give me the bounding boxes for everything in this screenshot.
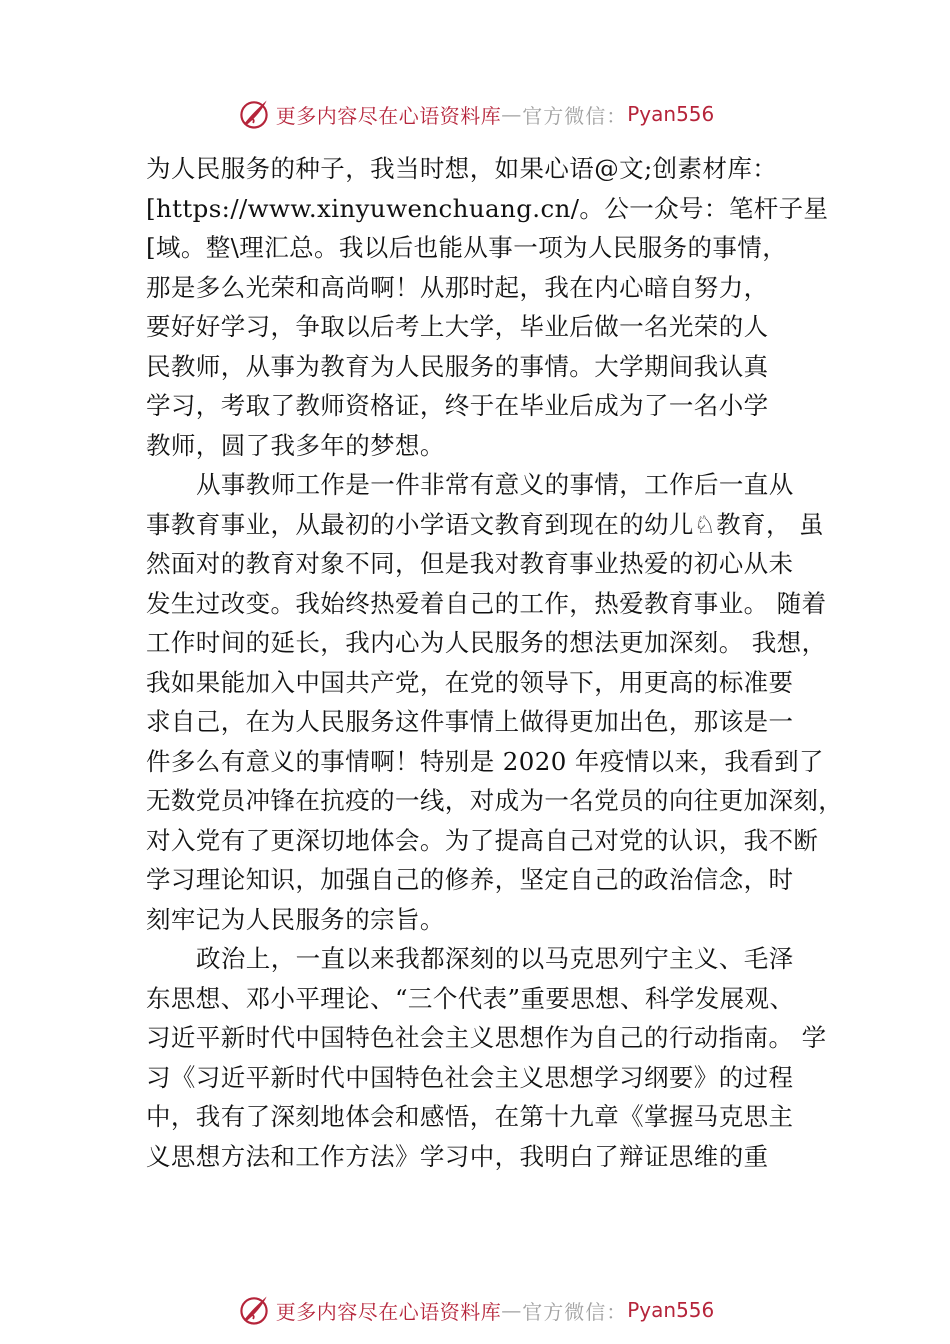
- text-line: 求自己，在为人民服务这件事情上做得更加出色，那该是一: [146, 707, 794, 736]
- text-line: 义思想方法和工作方法》学习中，我明白了辩证思维的重: [146, 1141, 769, 1171]
- text-line: 学习，考取了教师资格证，终于在毕业后成为了一名小学: [146, 391, 769, 420]
- banner-site-name: 更多内容尽在心语资料库: [275, 1299, 502, 1324]
- text-line: 中，我有了深刻地体会和感悟，在第十九章《掌握马克思主: [146, 1102, 794, 1131]
- text-line: 事教育事业，从最初的小学语文教育到现在的幼儿♘教育， 虽: [146, 509, 824, 539]
- header-watermark-banner: [0, 94, 950, 134]
- banner-wechat-label: 官方微信：: [522, 1299, 628, 1324]
- paragraph-first-line: 从事教师工作是一件非常有意义的事情，工作后一直从: [196, 470, 794, 499]
- text-line: 为人民服务的种子，我当时想，如果心语@文;创素材库：: [146, 154, 778, 183]
- document-body: [146, 149, 844, 1176]
- banner-site-name: 更多内容尽在心语资料库: [275, 103, 502, 128]
- text-line: 无数党员冲锋在抗疫的一线，对成为一名党员的向往更加深刻，: [146, 786, 844, 815]
- banner-wechat-label: 官方微信：: [522, 103, 628, 128]
- text-line: 要好好学习，争取以后考上大学，毕业后做一名光荣的人: [146, 312, 769, 341]
- text-line: 民教师，从事为教育为人民服务的事情。大学期间我认真: [146, 351, 769, 381]
- text-line: 东思想、邓小平理论、“三个代表”重要思想、科学发展观、: [146, 983, 795, 1013]
- text-line: 然面对的教育对象不同，但是我对教育事业热爱的初心从未: [146, 549, 794, 578]
- text-line: 对入党有了更深切地体会。为了提高自己对党的认识，我不断: [146, 825, 819, 855]
- text-line: 那是多么光荣和高尚啊！从那时起，我在内心暗自努力，: [146, 272, 769, 302]
- paragraph-first-line: 政治上，一直以来我都深刻的以马克思列宁主义、毛泽: [196, 944, 794, 973]
- text-line: 发生过改变。我始终热爱着自己的工作，热爱教育事业。 随着: [146, 588, 827, 618]
- text-line: 我如果能加入中国共产党，在党的领导下，用更高的标准要: [146, 667, 794, 697]
- text-line: 刻牢记为人民服务的宗旨。: [146, 904, 445, 934]
- text-line: 件多么有意义的事情啊！特别是 2020 年疫情以来，我看到了: [146, 746, 824, 776]
- brush-logo-icon: [236, 96, 272, 132]
- brush-logo-icon: [236, 1292, 272, 1328]
- banner-wechat-id: Pyan556: [627, 1298, 715, 1322]
- banner-dash: —: [501, 102, 523, 126]
- text-line: 习《习近平新时代中国特色社会主义思想学习纲要》的过程: [146, 1062, 794, 1092]
- text-line: 教师，圆了我多年的梦想。: [146, 430, 445, 460]
- text-line: 学习理论知识，加强自己的修养，坚定自己的政治信念，时: [146, 865, 794, 894]
- text-line: 工作时间的延长，我内心为人民服务的想法更加深刻。 我想，: [146, 628, 827, 657]
- text-line: 习近平新时代中国特色社会主义思想作为自己的行动指南。 学: [146, 1023, 827, 1052]
- banner-wechat-id: Pyan556: [627, 102, 715, 126]
- text-line: [https://www.xinyuwenchuang.cn/。公一众号：笔杆子星: [146, 193, 829, 223]
- footer-watermark-banner: [0, 1290, 950, 1330]
- banner-dash: —: [501, 1298, 523, 1322]
- text-line: [域。整\理汇总。我以后也能从事一项为人民服务的事情，: [146, 233, 788, 262]
